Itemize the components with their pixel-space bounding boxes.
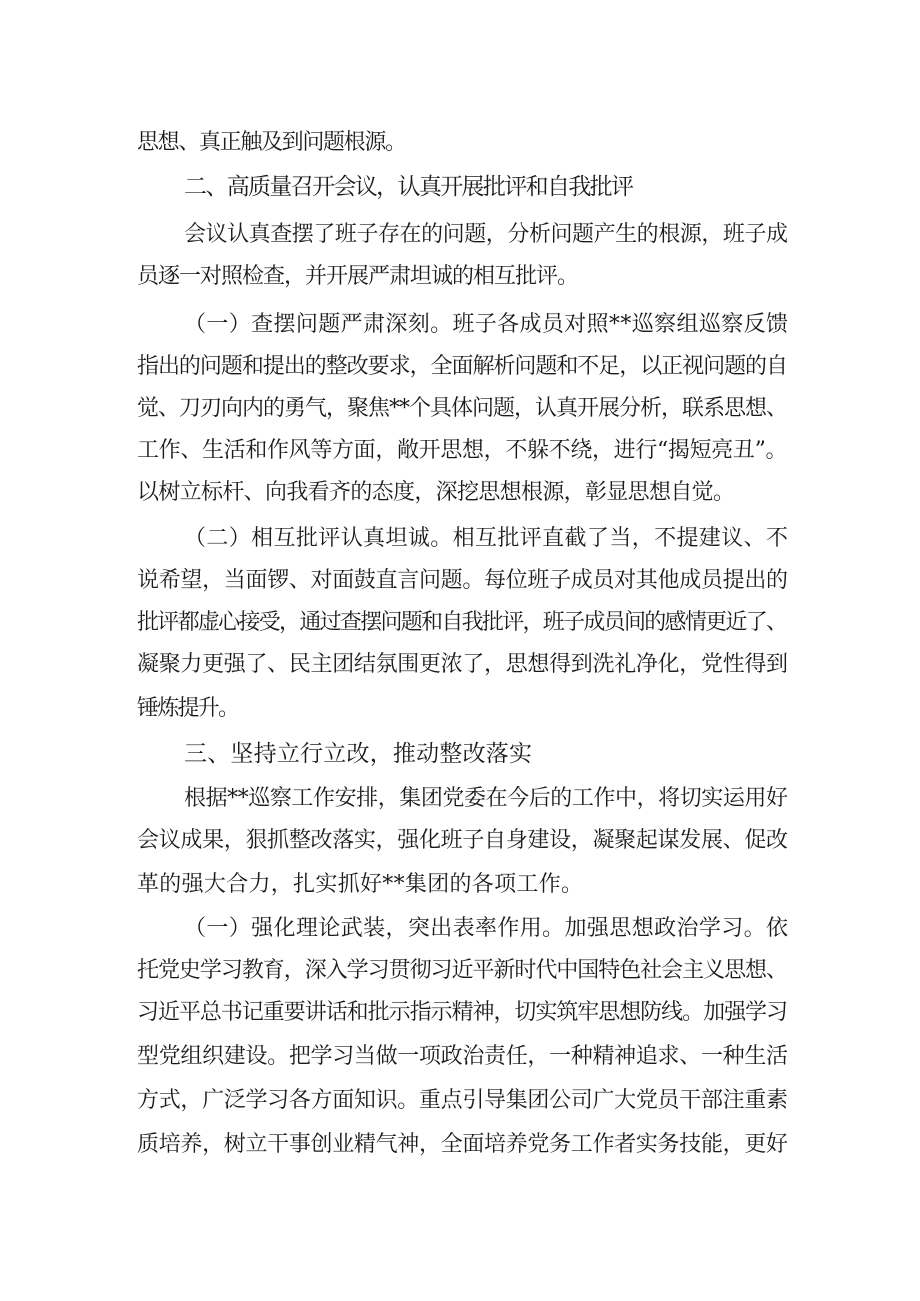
body-text-line: （二）相互批评认真坦诚。相互批评直截了当，不提建议、不 [184, 526, 789, 551]
body-text-line: （一）强化理论武装，突出表率作用。加强思想政治学习。依 [184, 916, 789, 941]
body-text-line: 型党组织建设。把学习当做一项政治责任，一种精神追求、一种生活 [137, 1044, 788, 1069]
body-text-line: 批评都虚心接受，通过查摆问题和自我批评，班子成员间的感情更近了、 [137, 610, 787, 635]
body-text-line: 锤炼提升。 [137, 696, 239, 721]
body-text-line: 员逐一对照检查，并开展严肃坦诚的相互批评。 [137, 264, 579, 289]
body-text-line: 革的强大合力，扎实抓好**集团的各项工作。 [137, 872, 584, 897]
body-text-line: 根据**巡察工作安排，集团党委在今后的工作中，将切实运用好 [184, 786, 788, 811]
body-text-line: 托党史学习教育，深入学习贯彻习近平新时代中国特色社会主义思想、 [137, 958, 787, 983]
section-heading: 三、坚持立行立改，推动整改落实 [184, 741, 533, 767]
body-text-line: 觉、刀刃向内的勇气，聚焦**个具体问题，认真开展分析，联系思想、 [137, 396, 788, 421]
section-heading: 二、高质量召开会议，认真开展批评和自我批评 [184, 174, 633, 200]
body-text-line: 会议认真查摆了班子存在的问题，分析问题产生的根源，班子成 [184, 222, 788, 247]
body-text-line: （一）查摆问题严肃深刻。班子各成员对照**巡察组巡察反馈 [184, 312, 789, 337]
body-text-line: 质培养，树立干事创业精气神，全面培养党务工作者实务技能，更好 [137, 1132, 788, 1157]
body-text-line: 思想、真正触及到问题根源。 [137, 130, 406, 155]
body-text-line: 指出的问题和提出的整改要求，全面解析问题和不足，以正视问题的自 [137, 354, 787, 379]
body-text-line: 凝聚力更强了、民主团结氛围更浓了，思想得到洗礼净化，党性得到 [137, 652, 788, 677]
body-text-line: 方式，广泛学习各方面知识。重点引导集团公司广大党员干部注重素 [137, 1088, 788, 1113]
body-text-line: 会议成果，狠抓整改落实，强化班子自身建设，凝聚起谋发展、促改 [137, 828, 788, 853]
body-text-line: 以树立标杆、向我看齐的态度，深挖思想根源，彰显思想自觉。 [137, 480, 735, 505]
body-text-line: 工作、生活和作风等方面，敞开思想，不躲不绕，进行“揭短亮丑”。 [137, 438, 788, 463]
body-text-line: 习近平总书记重要讲话和批示指示精神，切实筑牢思想防线。加强学习 [137, 1000, 787, 1025]
body-text-line: 说希望，当面锣、对面鼓直言问题。每位班子成员对其他成员提出的 [137, 568, 788, 593]
